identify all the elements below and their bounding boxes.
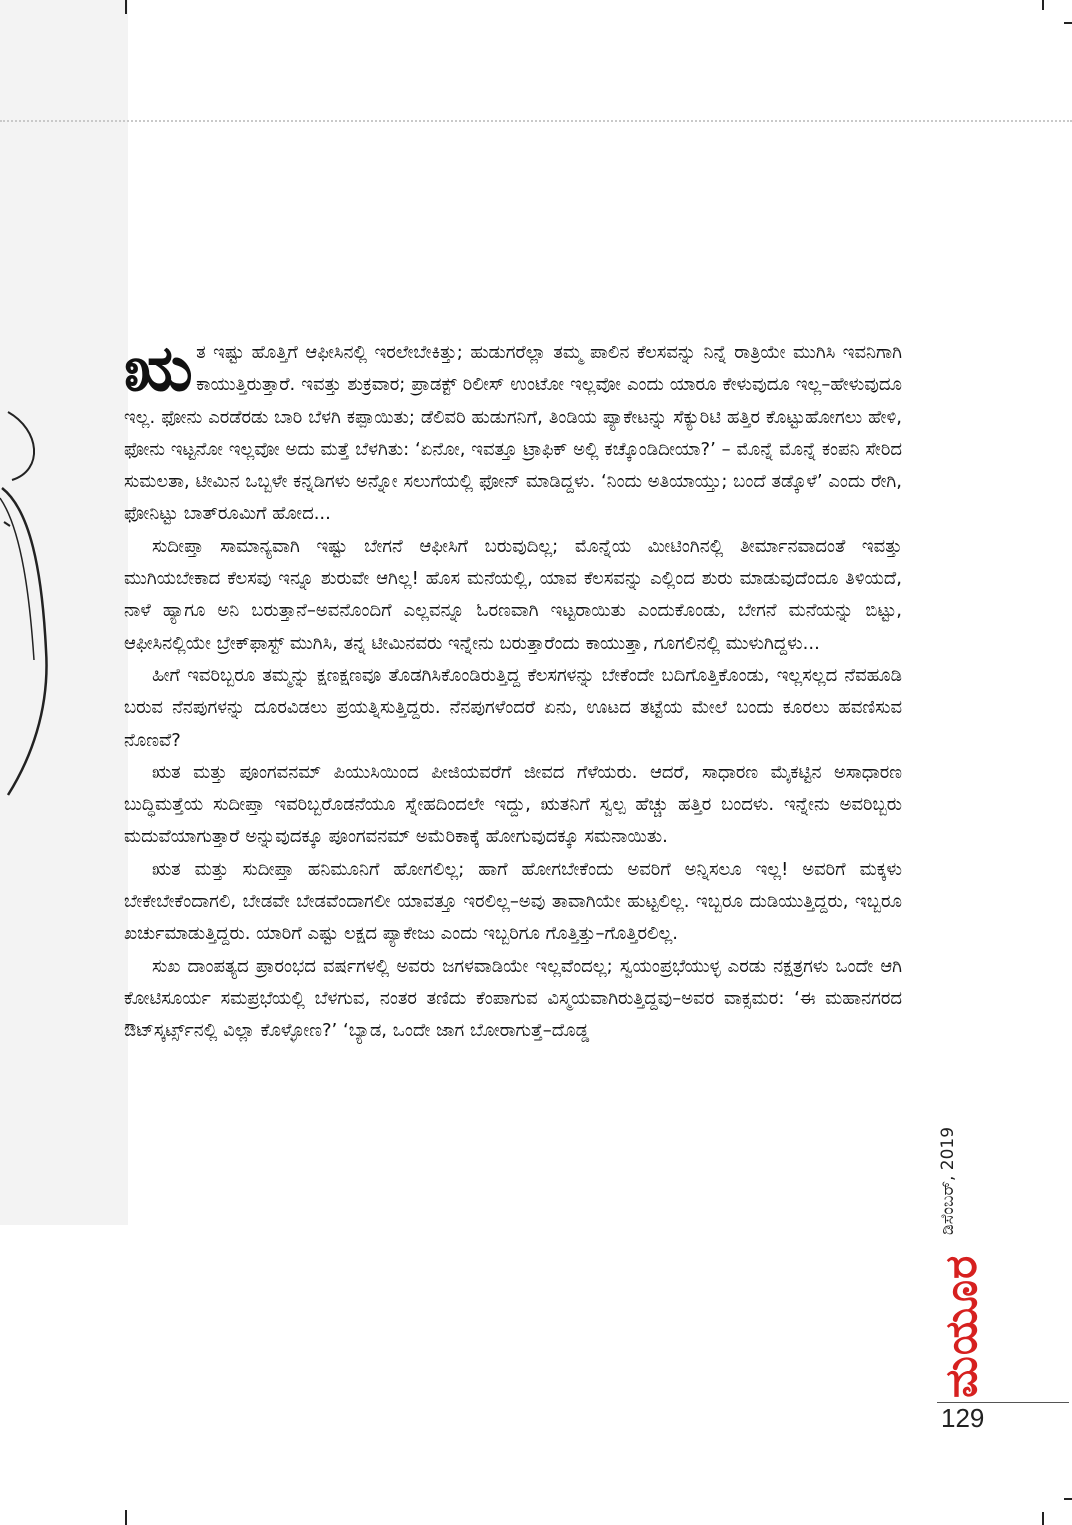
article-body	[124, 332, 902, 1048]
article-paragraph: ಋತ ಮತ್ತು ಪೂಂಗವನಮ್ ಪಿಯುಸಿಯಿಂದ ಪೀಜಿಯವರೆಗೆ ಜೀವದ ಗೆಳೆಯರು. ಆದರೆ, ಸಾಧಾರಣ ಮೈಕಟ್ಟಿನ ಅಸಾಧಾರಣ ಬುದ್ಧಿಮತ್ತೆಯ ಸುದೀಪ್ತಾ ಇವರಿಬ್ಬರೊಡನೆಯೂ ಸ್ನೇಹದಿಂದಲೇ ಇದ್ದು, ಋತನಿಗೆ ಸ್ವಲ್ಪ ಹೆಚ್ಚು ಹತ್ತಿರ ಬಂದಳು. ಇನ್ನೇನು ಅವರಿಬ್ಬರು ಮದುವೆಯಾಗುತ್ತಾರೆ ಅನ್ನುವುದಕ್ಕೂ ಪೂಂಗವನಮ್ ಅಮೆರಿಕಾಕ್ಕೆ ಹೋಗುವುದಕ್ಕೂ ಸಮನಾಯಿತು.	[124, 761, 902, 848]
paragraph-text: ತ ಇಷ್ಟು ಹೊತ್ತಿಗೆ ಆಫೀಸಿನಲ್ಲಿ ಇರಲೇಬೇಕಿತ್ತು; ಹುಡುಗರೆಲ್ಲಾ ತಮ್ಮ ಪಾಲಿನ ಕೆಲಸವನ್ನು ನಿನ್ನೆ ರಾತ್ರಿಯೇ ಮುಗಿಸಿ ಇವನಿಗಾಗಿ ಕಾಯುತ್ತಿರುತ್ತಾರೆ. ಇವತ್ತು ಶುಕ್ರವಾರ; ಪ್ರಾಡಕ್ಟ್ ರಿಲೀಸ್ ಉಂಟೋ ಇಲ್ಲವೋ ಎಂದು ಯಾರೂ ಕೇಳುವುದೂ ಇಲ್ಲ–ಹೇಳುವುದೂ ಇಲ್ಲ. ಫೋನು ಎರಡೆರಡು ಬಾರಿ ಬೆಳಗಿ ಕಪ್ಪಾಯಿತು; ಡೆಲಿವರಿ ಹುಡುಗನಿಗೆ, ತಿಂಡಿಯ ಪ್ಯಾಕೇಟನ್ನು ಸೆಕ್ಯುರಿಟಿ ಹತ್ತಿರ ಕೊಟ್ಟುಹೋಗಲು ಹೇಳಿ, ಫೋನು ಇಟ್ಟನೋ ಇಲ್ಲವೋ ಅದು ಮತ್ತೆ ಬೆಳಗಿತು: ‘ಏನೋ, ಇವತ್ತೂ ಟ್ರಾಫಿಕ್ ಅಲ್ಲಿ ಕಚ್ಕೊಂಡಿದೀಯಾ?’ – ಮೊನ್ನೆ ಮೊನ್ನೆ ಕಂಪನಿ ಸೇರಿದ ಸುಮಲತಾ, ಟೀಮಿನ ಒಬ್ಬಳೇ ಕನ್ನಡಿಗಳು ಅನ್ನೋ ಸಲುಗೆಯಲ್ಲಿ ಫೋನ್ ಮಾಡಿದ್ದಳು. ‘ನಿಂದು ಅತಿಯಾಯ್ತು; ಬಂದೆ ತಡ್ಕೊಳೆ’ ಎಂದು ರೇಗಿ, ಫೋನಿಟ್ಟು ಬಾತ್‌ರೂಮಿಗೆ ಹೋದ...	[124, 342, 902, 525]
crop-mark-right-bottom	[1064, 1498, 1072, 1500]
article-paragraph	[124, 332, 902, 531]
article-paragraph: ಹೀಗೆ ಇವರಿಬ್ಬರೂ ತಮ್ಮನ್ನು ಕ್ಷಣಕ್ಷಣವೂ ತೊಡಗಿಸಿಕೊಂಡಿರುತ್ತಿದ್ದ ಕೆಲಸಗಳನ್ನು ಬೇಕೆಂದೇ ಬದಿಗೊತ್ತಿಕೊಂಡು, ಇಲ್ಲಸಲ್ಲದ ನೆವಹೂಡಿ ಬರುವ ನೆನಪುಗಳನ್ನು ದೂರವಿಡಲು ಪ್ರಯತ್ನಿಸುತ್ತಿದ್ದರು. ನೆನಪುಗಳೆಂದರೆ ಏನು, ಊಟದ ತಟ್ಟೆಯ ಮೇಲೆ ಬಂದು ಕೂರಲು ಹವಣಿಸುವ ನೊಣವೆ?	[124, 664, 902, 751]
article-paragraph: ಸುಖ ದಾಂಪತ್ಯದ ಪ್ರಾರಂಭದ ವರ್ಷಗಳಲ್ಲಿ ಅವರು ಜಗಳವಾಡಿಯೇ ಇಲ್ಲವೆಂದಲ್ಲ; ಸ್ವಯಂಪ್ರಭೆಯುಳ್ಳ ಎರಡು ನಕ್ಷತ್ರಗಳು ಒಂದೇ ಆಗಿ ಕೋಟಿಸೂರ್ಯ ಸಮಪ್ರಭೆಯಲ್ಲಿ ಬೆಳಗುವ, ನಂತರ ತಣಿದು ಕೆಂಪಾಗುವ ವಿಸ್ಮಯವಾಗಿರುತ್ತಿದ್ದವು–ಅವರ ವಾಕ್ಸಮರ: ‘ಈ ಮಹಾನಗರದ ಔಟ್‌ಸ್ಕರ್ಟ್ಸ್‌ನಲ್ಲಿ ವಿಲ್ಲಾ ಕೊಳ್ಳೋಣ?’ ‘ಬ್ಯಾಡ, ಒಂದೇ ಜಾಗ ಬೋರಾಗುತ್ತೆ–ದೊಡ್ಡ	[124, 955, 902, 1042]
crop-mark-bottom-left	[125, 1510, 127, 1525]
issue-date: ಡಿಸೆಂಬರ್, 2019	[938, 1126, 958, 1235]
crop-mark-bottom-right	[1042, 1512, 1044, 1525]
crop-mark-top-left	[125, 0, 127, 14]
page-number: 129	[941, 1403, 985, 1433]
article-paragraph: ಸುದೀಪ್ತಾ ಸಾಮಾನ್ಯವಾಗಿ ಇಷ್ಟು ಬೇಗನೆ ಆಫೀಸಿಗೆ ಬರುವುದಿಲ್ಲ; ಮೊನ್ನೆಯ ಮೀಟಿಂಗಿನಲ್ಲಿ ತೀರ್ಮಾನವಾದಂತೆ ಇವತ್ತು ಮುಗಿಯಬೇಕಾದ ಕೆಲಸವು ಇನ್ನೂ ಶುರುವೇ ಆಗಿಲ್ಲ! ಹೊಸ ಮನೆಯಲ್ಲಿ, ಯಾವ ಕೆಲಸವನ್ನು ಎಲ್ಲಿಂದ ಶುರು ಮಾಡುವುದೆಂದೂ ತಿಳಿಯದೆ, ನಾಳೆ ಹ್ಯಾಗೂ ಅನಿ ಬರುತ್ತಾನೆ–ಅವನೊಂದಿಗೆ ಎಲ್ಲವನ್ನೂ ಓರಣವಾಗಿ ಇಟ್ಟರಾಯಿತು ಎಂದುಕೊಂಡು, ಬೇಗನೆ ಮನೆಯನ್ನು ಬಿಟ್ಟು, ಆಫೀಸಿನಲ್ಲಿಯೇ ಬ್ರೇಕ್‌ಫಾಸ್ಟ್ ಮುಗಿಸಿ, ತನ್ನ ಟೀಮಿನವರು ಇನ್ನೇನು ಬರುತ್ತಾರೆಂದು ಕಾಯುತ್ತಾ, ಗೂಗಲಿನಲ್ಲಿ ಮುಳುಗಿದ್ದಳು...	[124, 535, 902, 654]
illustration-fragment	[0, 400, 60, 800]
crop-mark-right-top	[1064, 22, 1072, 24]
article-paragraph: ಋತ ಮತ್ತು ಸುದೀಪ್ತಾ ಹನಿಮೂನಿಗೆ ಹೋಗಲಿಲ್ಲ; ಹಾಗೆ ಹೋಗಬೇಕೆಂದು ಅವರಿಗೆ ಅನ್ನಿಸಲೂ ಇಲ್ಲ! ಅವರಿಗೆ ಮಕ್ಕಳು ಬೇಕೇಬೇಕೆಂದಾಗಲಿ, ಬೇಡವೇ ಬೇಡವೆಂದಾಗಲೀ ಯಾವತ್ತೂ ಇರಲಿಲ್ಲ–ಅವು ತಾವಾಗಿಯೇ ಹುಟ್ಟಲಿಲ್ಲ. ಇಬ್ಬರೂ ದುಡಿಯುತ್ತಿದ್ದರು, ಇಬ್ಬರೂ ಖರ್ಚುಮಾಡುತ್ತಿದ್ದರು. ಯಾರಿಗೆ ಎಷ್ಟು ಲಕ್ಷದ ಪ್ಯಾಕೇಜು ಎಂದು ಇಬ್ಬರಿಗೂ ಗೊತ್ತಿತ್ತು–ಗೊತ್ತಿರಲಿಲ್ಲ.	[124, 858, 902, 945]
magazine-brand: ಮಯೂರ	[936, 1254, 987, 1398]
drop-cap: ಋ	[124, 332, 193, 406]
dotted-divider	[0, 120, 1072, 122]
crop-mark-top-right	[1042, 0, 1044, 10]
